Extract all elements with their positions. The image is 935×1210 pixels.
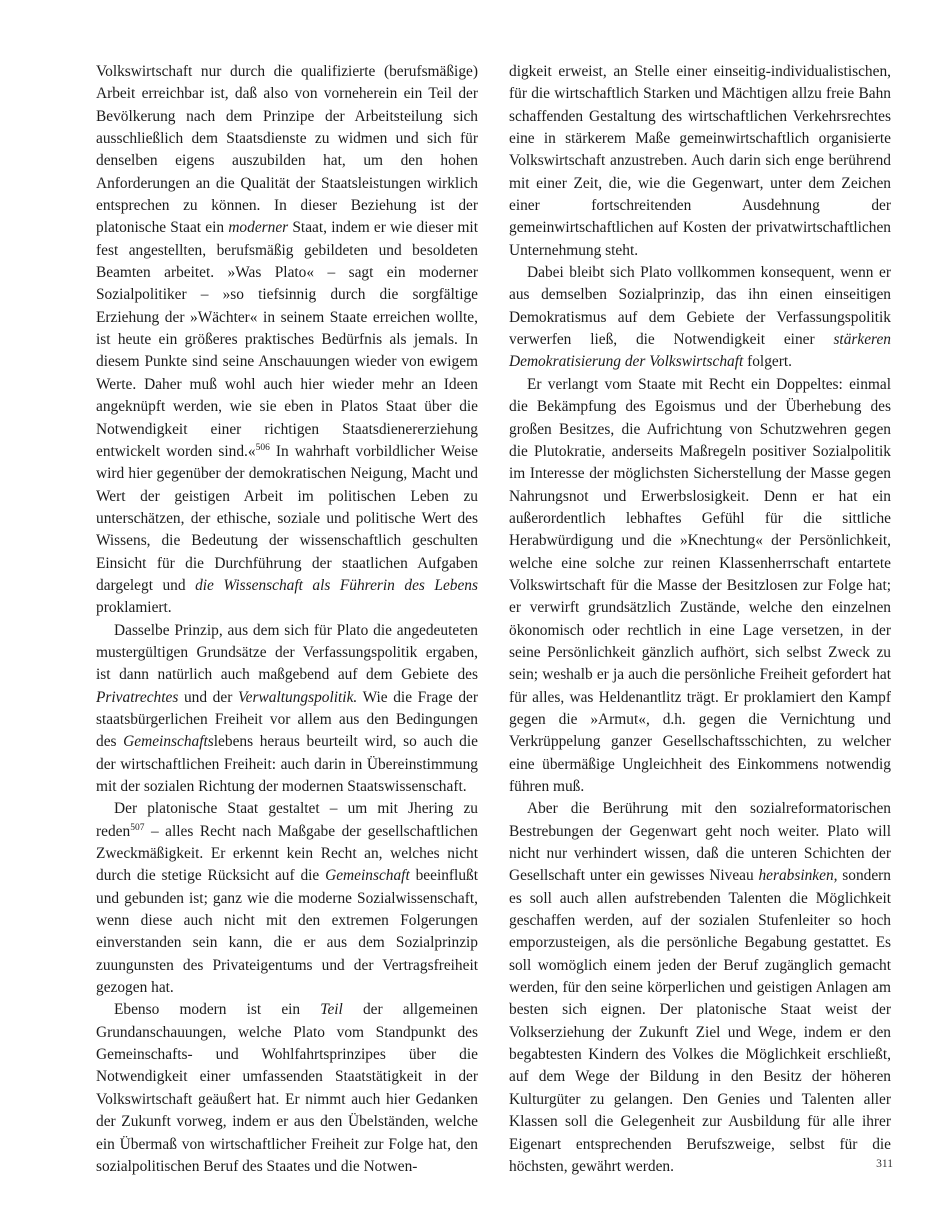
text-run: Aber die Berührung mit den sozialreformatorischen Bestrebungen der Gegenwart geht noch weiter. Plato will nicht nur verhindert wissen, daß die unteren Schichten der Gesellschaft unter ein gewisses Niveau [509, 800, 891, 885]
italic-text: Gemeinschafts [123, 733, 214, 751]
text-run: proklamiert. [96, 599, 172, 617]
paragraph [96, 798, 478, 999]
italic-text: die Wissenschaft als Führerin des Lebens [195, 576, 478, 594]
text-run: Wie die Frage der staatsbürgerlichen Freiheit vor allem aus den Bedingungen des [96, 688, 478, 751]
paragraph [96, 999, 478, 1178]
text-run: Ebenso modern ist ein [114, 1001, 321, 1019]
text-run: der allgemeinen Grundanschauungen, welche Plato vom Standpunkt des Gemeinschafts- und Wohlfahrtsprinzipes über die Notwendigkeit einer umfassenden Staatstätigkeit in der Volkswirtschaft geäußert hat. Er nimmt auch hier Gedanken der Zukunft vorweg, indem er aus den Übelständen, welche ein Übermaß von wirtschaftlicher Freiheit zur Folge hat, den sozialpolitischen Beruf des Staates und die Notwen- [96, 1001, 478, 1175]
italic-text: stärkeren Demokratisierung der Volkswirtschaft [509, 331, 891, 371]
italic-text: Privatrechtes [96, 688, 179, 706]
text-run: digkeit erweist, an Stelle einer einseitig-individualistischen, für die wirtschaftlich Starken und Mächtigen allzu freie Bahn schaffenden Gestaltung des wirtschaftlichen Verkehrsrechtes eine in stärkerem Maße gemeinwirtschaftlich organisierte Volkswirtschaft anzustreben. Auch darin sich enge berührend mit einer Zeit, die, wie die Gegenwart, unter dem Zeichen einer fortschreitenden Ausdehnung der gemeinwirtschaftlichen auf Kosten der privatwirtschaftlichen Unternehmung steht. [509, 63, 891, 259]
text-run: beeinflußt und gebunden ist; ganz wie die moderne Sozialwissenschaft, wenn diese auch nicht mit den extremen Folgerungen einverstanden sein kann, die er aus dem Sozialprinzip zuungunsten des Privateigentums und der Vertragsfreiheit gezogen hat. [96, 867, 478, 997]
paragraph [509, 374, 891, 799]
text-run: Staat, indem er wie dieser mit fest angestellten, berufsmäßig gebildeten und besoldeten Beamten arbeitet. »Was Plato« – sagt ein moderner Sozialpolitiker – »so tiefsinnig durch die sorgfältige Erziehung der »Wächter« in seinem Staate erreichen wollte, ist heute ein größeres praktisches Bedürfnis als jemals. In diesem Punkte sind seine Anschauungen wieder von ewigem Werte. Daher muß wohl auch hier wieder mehr an Ideen angeknüpft werden, wie sie eben in Platos Staat über die Notwendigkeit einer richtigen Staatsdienererziehung entwickelt worden sind.« [96, 219, 478, 460]
text-run: folgert. [743, 353, 792, 371]
text-run: und der [178, 688, 238, 706]
paragraph [96, 620, 478, 799]
paragraph [509, 798, 891, 1178]
text-run: Volkswirtschaft nur durch die qualifizierte (berufsmäßige) Arbeit erreichbar ist, daß also von vorneherein ein Teil der Bevölkerung nach dem Prinzipe der Arbeitsteilung sich ausschließlich dem Staatsdienste zu widmen und sich für denselben eigens auszubilden hat, um den hohen Anforderungen an die Qualität der Staatsleistungen wirklich entsprechen zu können. In dieser Beziehung ist der platonische Staat ein [96, 63, 478, 237]
paragraph [96, 61, 478, 620]
text-run: lebens heraus beurteilt wird, so auch die der wirtschaftlichen Freiheit: auch darin in Übereinstimmung mit der sozialen Richtung der modernen Staatswissenschaft. [96, 733, 478, 795]
paragraph [509, 262, 891, 374]
italic-text: Gemeinschaft [325, 867, 410, 885]
text-run: Der platonische Staat gestaltet – um mit Jhering zu reden [96, 800, 478, 840]
text-run: – alles Recht nach Maßgabe der gesellschaftlichen Zweckmäßigkeit. Er erkennt kein Recht an, welches nicht durch die stetige Rücksicht auf die [96, 822, 478, 885]
text-run: sondern es soll auch allen aufstrebenden Talenten die Möglichkeit geschaffen werden, auf der sozialen Stufenleiter so hoch emporzusteigen, als die persönliche Begabung gestattet. Es soll womöglich einem jeden der Beruf zugänglich gemacht werden, für den seine körperlichen und geistigen Anlagen am besten sich eignen. Der platonische Staat weist der Volkserziehung der Zukunft Ziel und Wege, indem er den begabtesten Kindern des Volkes die Möglichkeit erschließt, auf dem Wege der Bildung in den Besitz der höheren Kulturgüter zu gelangen. Den Genies und Talenten aller Klassen soll die Gelegenheit zur Ausbildung für alle ihrer Eigenart entsprechenden Berufszweige, selbst für die höchsten, gewährt werden. [509, 867, 891, 1175]
text-run: In wahrhaft vorbildlicher Weise wird hier gegenüber der demokratischen Neigung, Macht und Wert der geistigen Arbeit im politischen Leben zu unterschätzen, der ethische, soziale und politische Wert des Wissens, die Bedeutung der wissenschaftlich geschulten Einsicht für die Durchführung der staatlichen Aufgaben dargelegt und [96, 442, 479, 594]
paragraph [509, 61, 891, 262]
footnote-reference: 506 [255, 442, 270, 453]
text-run: Dabei bleibt sich Plato vollkommen konsequent, wenn er aus demselben Sozialprinzip, das ihn einen einseitigen Demokratismus auf dem Gebiete der Verfassungspolitik verwerfen ließ, die Notwendigkeit einer [509, 264, 891, 349]
text-run: Dasselbe Prinzip, aus dem sich für Plato die angedeuteten mustergültigen Grundsätze der Verfassungspolitik ergaben, ist dann natürlich auch maßgebend auf dem Gebiete des [96, 621, 478, 684]
italic-text: herabsinken, [758, 867, 838, 885]
footnote-reference: 507 [130, 822, 145, 833]
italic-text: moderner [228, 219, 289, 237]
text-run: Er verlangt vom Staate mit Recht ein Doppeltes: einmal die Bekämpfung des Egoismus und der Überhebung des großen Besitzes, die Aufrichtung von Schutzwehren gegen die Plutokratie, anderseits Maßregeln positiver Sozialpolitik im Interesse der möglichsten Sicherstellung der Masse gegen Nahrungsnot und Erwerbslosigkeit. Denn er hat ein außerordentlich lebhaftes Gefühl für die sittliche Herabwürdigung und die »Knechtung« der Persönlichkeit, welche eine solche zur reinen Klassenherrschaft entartete Volkswirtschaft für die Masse der Besitzlosen zur Folge hat; er verwirft grundsätzlich Zustände, welche den einzelnen ökonomisch oder rechtlich in eine Lage versetzen, in der seine Persönlichkeit gänzlich aufhört, sich selbst Zweck zu sein; weshalb er ja auch die persönliche Freiheit gefordert hat für alles, was Heldenantlitz trägt. Er proklamiert den Kampf gegen die »Armut«, d.h. gegen die Vernichtung und Verkrüppelung ganzer Gesellschaftsschichten, zu welcher eine übermäßige Ungleichheit des Einkommens notwendig führen muß. [509, 375, 891, 795]
page-number: 311 [876, 1158, 893, 1170]
left-text-column [96, 61, 478, 1178]
italic-text: Verwaltungspolitik. [237, 688, 358, 706]
right-text-column [509, 61, 891, 1178]
italic-text: Teil [320, 1001, 343, 1019]
